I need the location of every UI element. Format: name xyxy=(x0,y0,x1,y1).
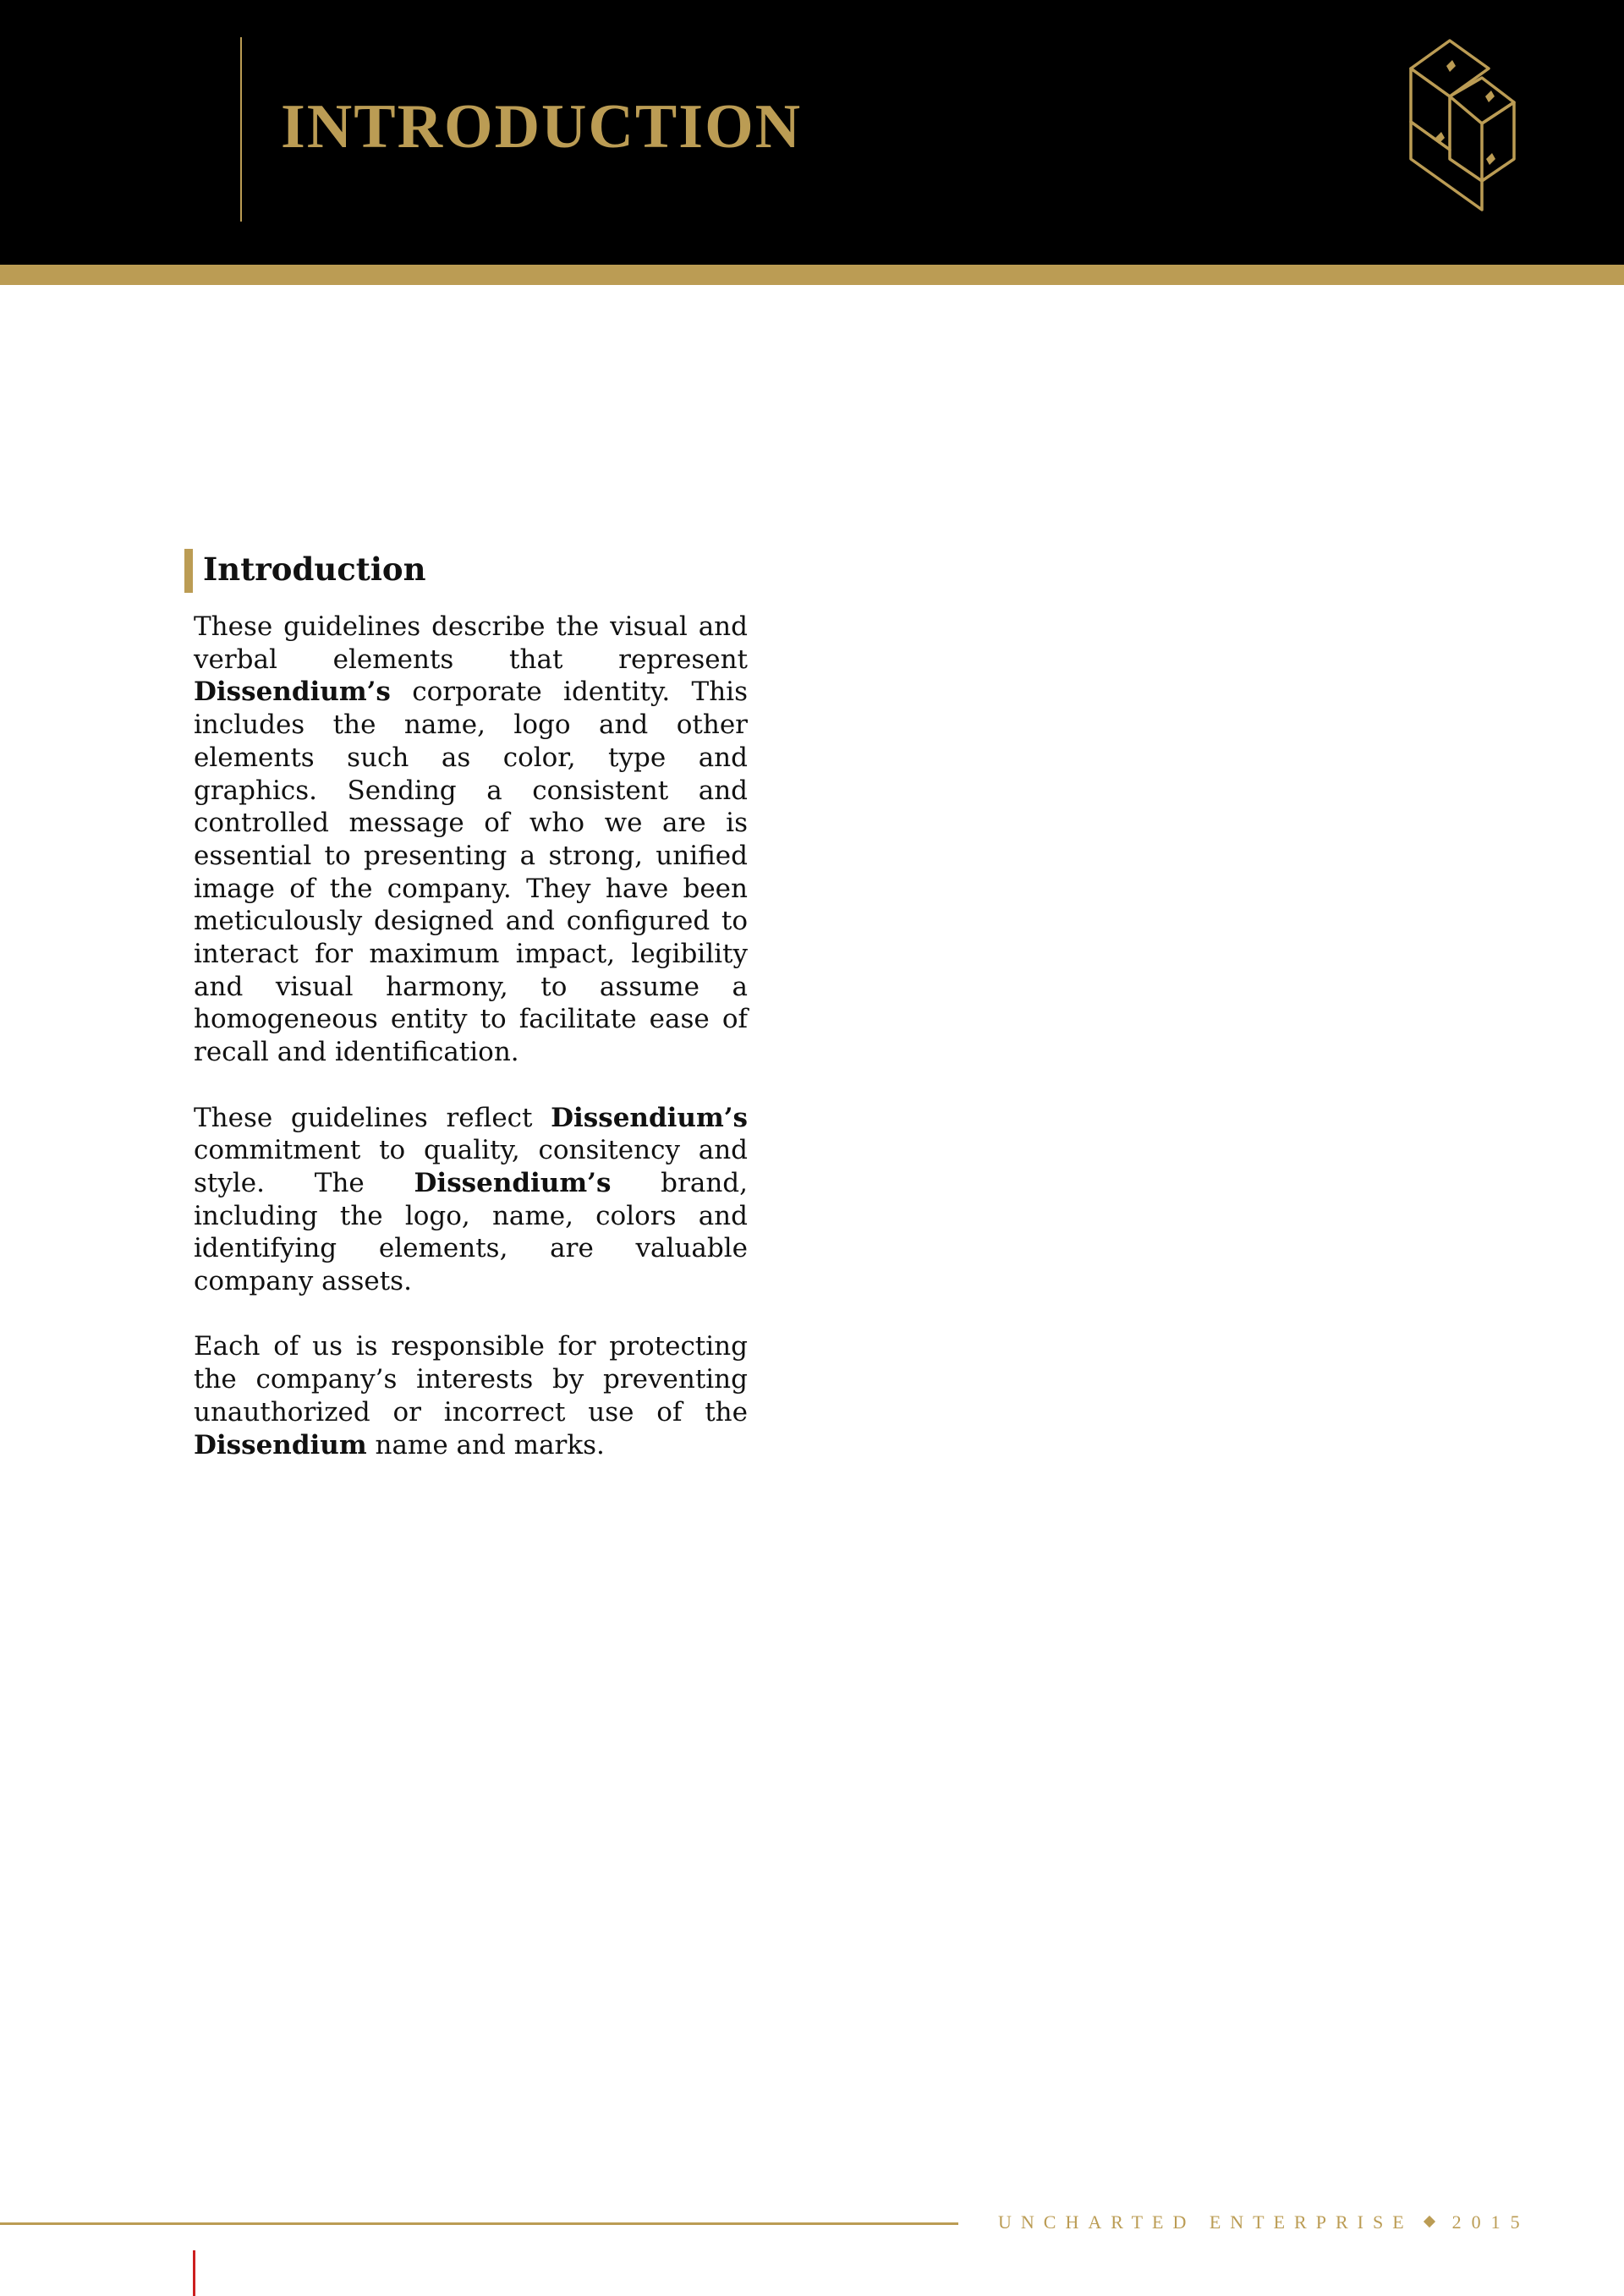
paragraph-2 xyxy=(194,1102,748,1298)
footer xyxy=(998,2207,1530,2238)
header-gold-band xyxy=(0,265,1624,285)
paragraph-3 xyxy=(194,1330,748,1461)
footer-line xyxy=(0,2222,958,2225)
paragraph-text: commitment to quality, consitency and style. The xyxy=(194,1135,748,1198)
brand-name-bold: Dissendium’s xyxy=(194,677,391,708)
brand-name-bold: Dissendium xyxy=(194,1429,367,1460)
paragraph-text: Each of us is responsible for protecting the company’s interests by preventing unauthorized or incorrect use of the xyxy=(194,1331,748,1427)
section-accent-bar xyxy=(184,549,193,593)
header-divider xyxy=(240,37,242,222)
brand-name-bold: Dissendium’s xyxy=(551,1102,748,1133)
diamond-icon xyxy=(1424,2216,1435,2228)
footer-company: UNCHARTED ENTERPRISE xyxy=(998,2211,1413,2233)
page-header xyxy=(0,0,1624,265)
footer-year: 2015 xyxy=(1451,2211,1530,2233)
body-text xyxy=(194,611,748,1494)
paragraph-text: These guidelines describe the visual and verbal elements that represent xyxy=(194,611,748,675)
paragraph-text: brand, including the logo, name, colors and identifying elements, are valuable company assets. xyxy=(194,1167,748,1297)
paragraph-text: name and marks. xyxy=(366,1429,605,1460)
paragraph-text: corporate identity. This includes the name, logo and other elements such as color, type and graphics. Sending a consistent and controlled message of who we are is essential to presenting a strong, unified image of the company. They have been meticulously designed and configured to interact for maximum impact, legibility and visual harmony, to assume a homogeneous entity to facilitate ease of recall and identification. xyxy=(194,677,748,1068)
section-heading: Introduction xyxy=(203,551,426,588)
paragraph-text: These guidelines reflect xyxy=(194,1102,551,1133)
paragraph-1 xyxy=(194,611,748,1069)
page-marker xyxy=(193,2250,195,2296)
header-title: INTRODUCTION xyxy=(281,92,803,162)
brand-name-bold: Dissendium’s xyxy=(414,1167,612,1198)
dissendium-logo-icon xyxy=(1404,32,1522,218)
